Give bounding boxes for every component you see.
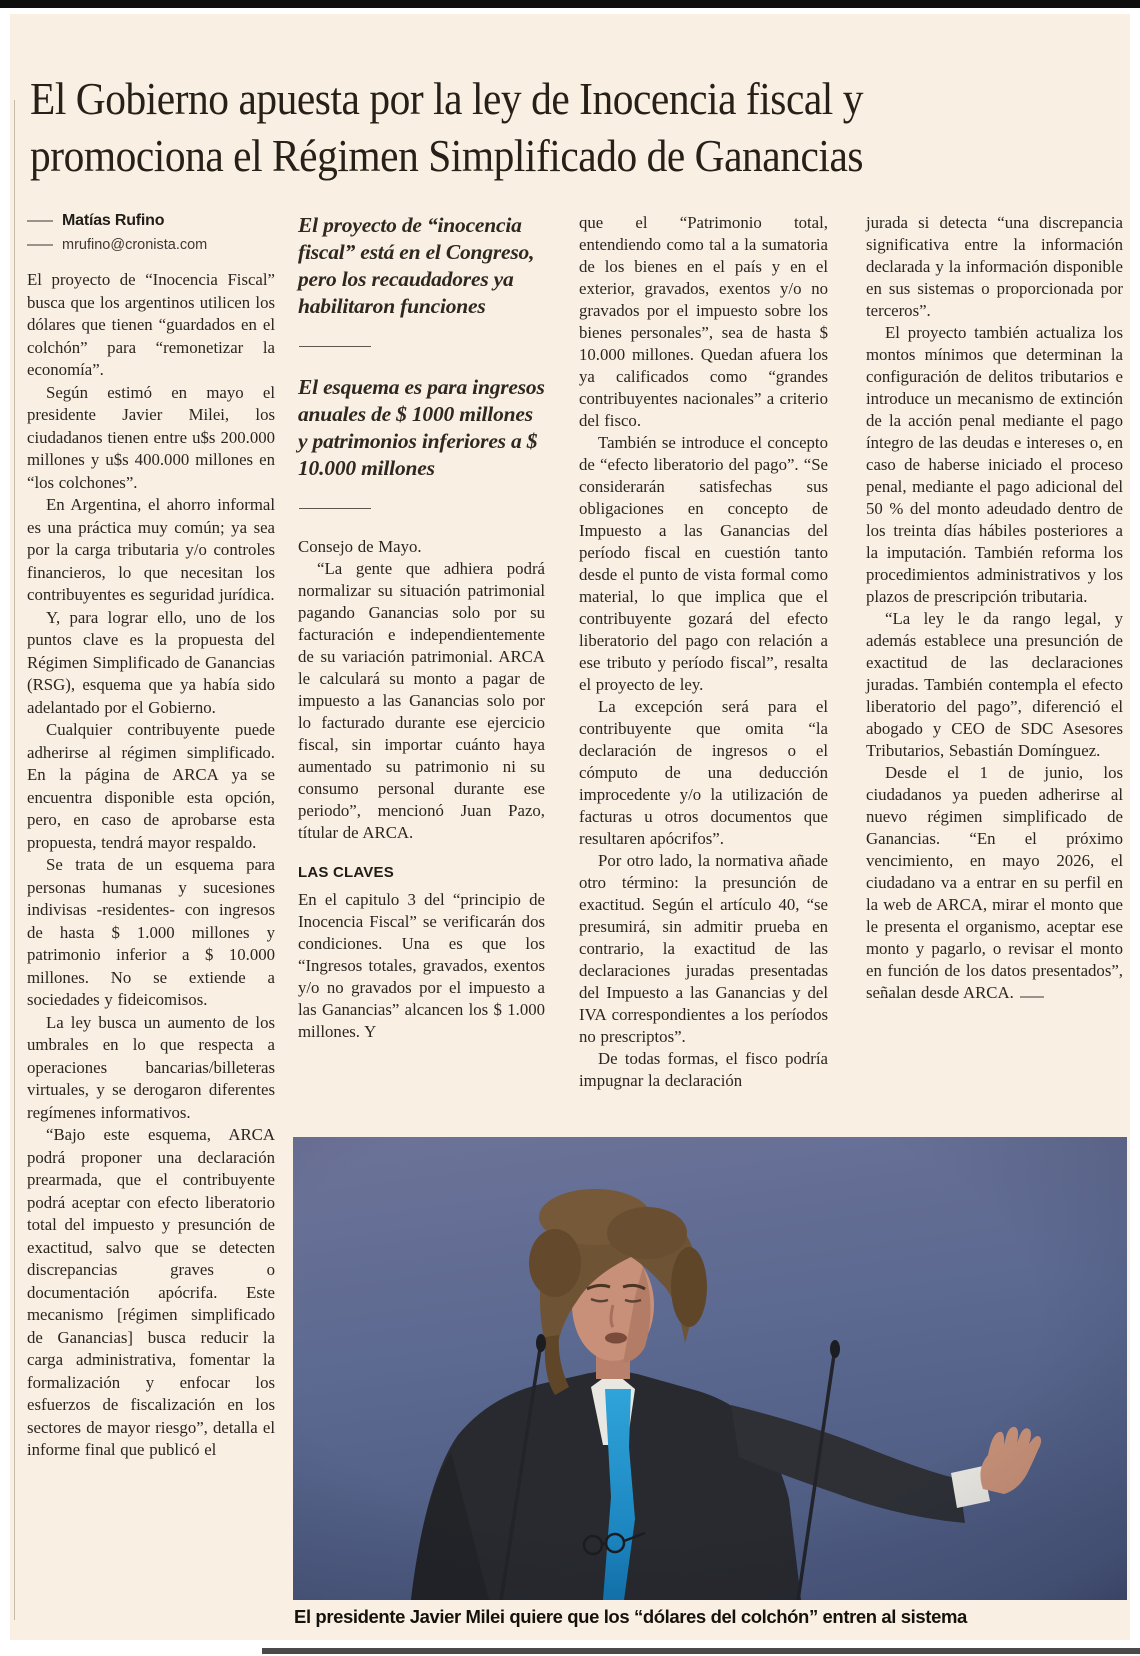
- byline-email: mrufino@cronista.com: [62, 237, 208, 253]
- pull-quote-divider: [299, 508, 371, 509]
- article-paragraph: También se introduce el concepto de “efecto liberatorio del pago”. “Se considerarán satisfechas sus obligaciones en concepto de Impuesto a las Ganancias del período fiscal en cuestión tanto desde el punto de vista formal como material, lo que implica que el contribuyente gozará del efecto liberatorio del pago con relación a ese tributo y período fiscal”, resalta el proyecto de ley.: [579, 433, 828, 694]
- column-4: [866, 212, 1123, 1004]
- article-paragraph: “La gente que adhiera podrá normalizar su situación patrimonial pagando Ganancias solo por su facturación e independientemente de su variación patrimonial. ARCA le calculará su monto a pagar de impuesto a las Ganancias solo por lo facturado durante ese ejercicio fiscal, sin importar cuánto haya aumentado su patrimonio ni su consumo personal durante ese periodo”, mencionó Juan Pazo, títular de ARCA.: [298, 559, 545, 842]
- article-paragraph-text: Desde el 1 de junio, los ciudadanos ya pueden adherirse al nuevo régimen simplificado de Ganancias. “En el próximo vencimiento, en mayo 2026, el ciudadano va a entrar en su perfil en la web de ARCA, mirar el monto que le presenta el organismo, aceptar ese monto y pagarlo, o revisar el monto en función de los datos presentados”, señalan desde ARCA.: [866, 763, 1123, 1002]
- column-3: [579, 212, 828, 1092]
- article-paragraph: “La ley le da rango legal, y además establece una presunción de exactitud de las declaraciones juradas. También contempla el efecto liberatorio del pago”, diferenció el abogado y CEO de SDC Asesores Tributarios, Sebastián Domínguez.: [866, 609, 1123, 760]
- top-edge-bar: [0, 0, 1140, 8]
- byline-email-row: [27, 237, 275, 253]
- article-paragraph: En el capitulo 3 del “principio de Inocencia Fiscal” se verificarán dos condiciones. Una es que los “Ingresos totales, gravados, exentos y/o no gravados por el impuesto a las Ganancias” alcancen los $ 1.000 millones. Y: [298, 890, 545, 1041]
- article-paragraph: En Argentina, el ahorro informal es una práctica muy común; ya sea por la carga tributaria y/o controles financieros, lo que necesitan los contribuyentes es seguridad jurídica.: [27, 495, 275, 604]
- byline-author-row: [27, 212, 275, 230]
- article-paragraph: El proyecto también actualiza los montos mínimos que determinan la configuración de delitos tributarios e introduce un mecanismo de extinción de la acción penal mediante el pago íntegro de las deudas e intereses o, en caso de haberse iniciado el proceso penal, mediante el pago adicional del 50 % del monto adeudado dentro de los treinta días hábiles posteriores a la imputación. También reforma los procedimientos administrativos y los plazos de prescripción tributaria.: [866, 323, 1123, 606]
- article-paragraph: Se trata de un esquema para personas humanas y sucesiones indivisas -residentes- con ingresos de hasta $ 1.000 millones y patrimonio inferior a $ 10.000 millones. No se extiende a sociedades y fideicomisos.: [27, 855, 275, 1009]
- column-2: [298, 212, 545, 1043]
- headline-line-2: promociona el Régimen Simplificado de Ganancias: [30, 130, 864, 181]
- pull-quote-1: El proyecto de “inocencia fiscal” está en el Congreso, pero los recaudadores ya habilitaron funciones: [298, 213, 535, 318]
- article-paragraph: Cualquier contribuyente puede adherirse al régimen simplificado. En la página de ARCA ya se encuentra disponible esta opción, pero, en caso de aprobarse esta propuesta, tendrá mayor respaldo.: [27, 720, 275, 852]
- article-paragraph: Y, para lograr ello, uno de los puntos clave es la propuesta del Régimen Simplificado de Ganancias (RSG), esquema que ya había sido adelantado por el Gobierno.: [27, 607, 275, 717]
- page-edge-rule: [14, 100, 15, 1620]
- article-paragraph: Según estimó en mayo el presidente Javier Milei, los ciudadanos tienen entre u$s 200.000 millones y u$s 400.000 millones en “los colchones”.: [27, 382, 275, 492]
- article-paragraph: De todas formas, el fisco podría impugnar la declaración: [579, 1049, 828, 1090]
- photo-caption: El presidente Javier Milei quiere que los “dólares del colchón” entren al sistema: [294, 1606, 967, 1627]
- article-paragraph: Consejo de Mayo.: [298, 537, 422, 556]
- article-paragraph: Por otro lado, la normativa añade otro término: la presunción de exactitud. Según el artículo 40, “se presumirá, sin admitir prueba en contrario, la exactitud de las declaraciones juradas presentadas del Impuesto a las Ganancias y del IVA correspondientes a los períodos no prescriptos”.: [579, 851, 828, 1046]
- pull-quote-divider: [299, 346, 371, 347]
- article-paragraph: que el “Patrimonio total, entendiendo como tal a la sumatoria de los bienes en el país y en el exterior, gravados, exentos y/o no gravados por el impuesto sobre los bienes personales”, sea de hasta $ 10.000 millones. Quedan afuera los ya calificados como “grandes contribuyentes nacionales” a criterio del fisco.: [579, 213, 828, 430]
- article-paragraph: [866, 762, 1123, 1004]
- bottom-edge-bar: [262, 1648, 1140, 1654]
- article-paragraph: La excepción será para el contribuyente que omita “la declaración de ingresos o el cómputo de una deducción improcedente y/o la utilización de facturas u otros documentos que resultaren apócrifos”.: [579, 697, 828, 848]
- headline-line-1: El Gobierno apuesta por la ley de Inocencia fiscal y: [30, 73, 864, 124]
- milei-photo-illustration: [293, 1137, 1127, 1600]
- article-paragraph: La ley busca un aumento de los umbrales en lo que respecta a operaciones bancarias/billeteras virtuales, y se derogaron diferentes regímenes informativos.: [27, 1012, 275, 1122]
- pull-quote-2: El esquema es para ingresos anuales de $ 1000 millones y patrimonios inferiores a $ 10.000 millones: [298, 375, 545, 480]
- byline-dash-icon: [27, 220, 53, 222]
- article-paragraph: “Bajo este esquema, ARCA podrá proponer una declaración prearmada, que el contribuyente podrá aceptar con efecto liberatorio total del impuesto y presunción de exactitud, salvo que se detecten discrepancias graves o documentación apócrifa. Este mecanismo [régimen simplificado de Ganancias] busca reducir la carga administrativa, fomentar la formalización y enfocar los esfuerzos de fiscalización en los sectores de mayor riesgo”, detalla el informe final que publicó el: [27, 1125, 275, 1459]
- article-paragraph: jurada si detecta “una discrepancia significativa entre la información declarada y la información disponible en sus sistemas o proporcionada por terceros”.: [866, 213, 1123, 320]
- article-headline: [30, 70, 1092, 184]
- byline-author: Matías Rufino: [62, 212, 165, 229]
- column-1: [27, 212, 275, 1462]
- las-claves-heading: LAS CLAVES: [298, 864, 394, 881]
- article-end-mark: [1020, 996, 1044, 998]
- milei-photo: [293, 1137, 1127, 1600]
- byline-dash-icon: [27, 244, 53, 246]
- article-paragraph: El proyecto de “Inocencia Fiscal” busca que los argentinos utilicen los dólares que tienen “guardados en el colchón” para “remonetizar la economía”.: [27, 270, 275, 379]
- byline: [27, 212, 275, 253]
